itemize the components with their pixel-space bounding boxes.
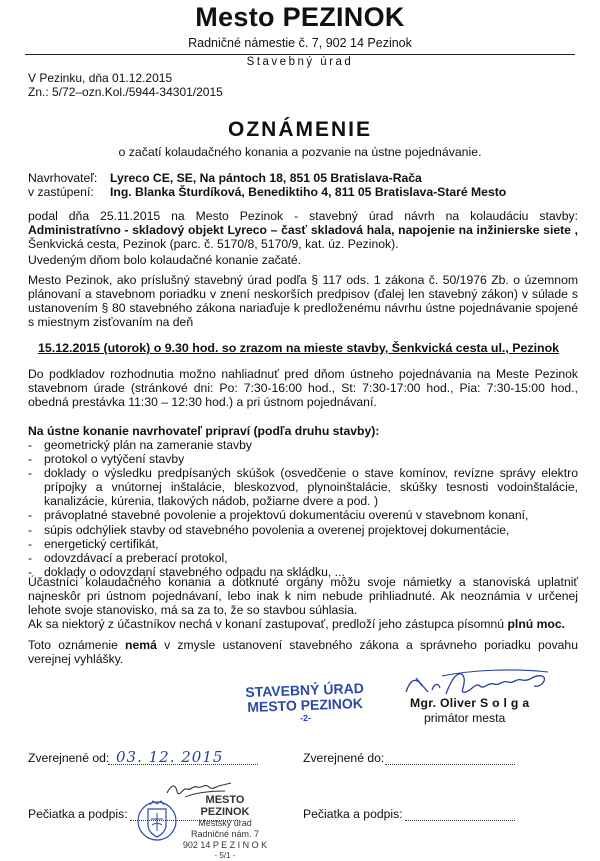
published-from-value: 03. 12. 2015: [116, 748, 224, 766]
header-divider: [25, 54, 575, 55]
paragraph-authority: Mesto Pezinok, ako príslušný stavebný úrad podľa § 117 ods. 1 zákona č. 50/1976 Zb. o územnom plánovaní a stavebnom poriadku v znení neskorších predpisov (ďalej len stavebný zákon) v súlade s ustanovením § 80 stavebného zákona nariaďuje k predloženému návrhu ústne pojednávanie spojené s miestnym zisťovaním na deň: [28, 273, 578, 330]
stamp-line: 902 14 P E Z I N O K: [182, 840, 268, 850]
office-stamp: [239, 681, 370, 726]
paragraph-inspection: Do podkladov rozhodnutia možno nahliadnuť pred dňom ústneho pojednávania na Meste Pezinok stavebnom úrade (stránkové dni: Po: 7:30-16:00 hod., St: 7:30-17:00 hod., Pia: 7:30-15:00 hod., obedná prestávka 11:30 – 12:30 hod.) a pri ústnom pojednávaní.: [28, 367, 578, 410]
representation-text: Ak sa niektorý z účastníkov nechá v konaní zastupovať, predloží jeho zástupca písomnú: [28, 617, 508, 631]
stamp-line: STAVEBNÝ ÚRAD: [245, 679, 365, 701]
parties-block: [28, 171, 578, 199]
proposal-text-start: podal dňa 25.11.2015 na Mesto Pezinok - stavebný úrad návrh na kolaudáciu stavby:: [28, 209, 578, 223]
list-item: - právoplatné stavebné povolenie a projektovú dokumentáciu overenú v stavebnom konaní,: [28, 508, 578, 522]
signatory-name: Mgr. Oliver S o l g a: [410, 696, 530, 710]
published-to-line: [385, 764, 515, 765]
paragraph-not-public: [28, 638, 578, 666]
stamp-line: Mestský úrad: [198, 818, 252, 828]
not-public-emphasis: nemá: [125, 638, 157, 652]
stamp-line: - 5/1 -: [214, 851, 236, 860]
stamp-sign-line-right: [405, 820, 515, 821]
city-office-stamp: [180, 794, 270, 861]
list-item: - odovzdávací a preberací protokol,: [28, 551, 578, 565]
list-item: - doklady o odovzdaní stavebného odpadu na skládku, ...: [28, 565, 578, 579]
published-from-label: Zverejnené od:: [28, 751, 110, 765]
applicant-label: Navrhovateľ:: [28, 171, 98, 185]
published-from-line: [108, 764, 258, 765]
list-item: - protokol o vytýčení stavby: [28, 452, 578, 466]
not-public-text-end: v zmysle ustanovení stavebného zákona a správneho poriadku povahu verejnej vyhlášky.: [28, 638, 578, 667]
list-item: - doklady o výsledku predpísaných skúšok (osvedčenie o stave komínov, revízne správy elektro prípojky a vnútornej inštalácie, bleskozvod, plynoinštalácie, skúšky tesnosti vodoinštalácie, kanalizácie, kúrenia, tlakových nádob, požiarne dvere a pod. ): [28, 466, 578, 508]
notice-heading: OZNÁMENIE: [228, 118, 372, 141]
office-name: Stavebný úrad: [246, 56, 354, 68]
not-public-text-start: Toto oznámenie: [28, 638, 126, 652]
stamp-line: Radničné nám. 7: [190, 829, 260, 839]
requirements-list: [28, 438, 578, 579]
applicant-value: Lyreco CE, SE, Na pántoch 18, 851 05 Bratislava-Rača: [110, 171, 422, 185]
stamp-sign-label-right: Pečiatka a podpis:: [303, 807, 403, 821]
power-of-attorney: plnú moc.: [507, 617, 566, 631]
date-line: V Pezinku, dňa 01.12.2015: [28, 71, 173, 85]
stamp-sign-label-left: Pečiatka a podpis:: [28, 807, 128, 821]
coat-of-arms-icon: [136, 791, 178, 847]
notice-subheading: o začatí kolaudačného konania a pozvanie na ústne pojednávanie.: [118, 145, 482, 159]
city-address: Radničné námestie č. 7, 902 14 Pezinok: [188, 36, 412, 50]
paragraph-started: Uvedeným dňom bolo kolaudačné konanie začaté.: [28, 253, 302, 267]
city-title: Mesto PEZINOK: [195, 2, 405, 32]
reference-number: Zn.: 5/72–ozn.Kol./5944-34301/2015: [28, 85, 223, 99]
stamp-line: MESTO PEZINOK: [200, 794, 250, 818]
paragraph-proposal: [28, 209, 578, 251]
list-item: - energetický certifikát,: [28, 537, 578, 551]
stamp-line: -2-: [299, 712, 312, 724]
representative-value: Ing. Blanka Šturdíková, Benediktiho 4, 811 05 Bratislava-Staré Mesto: [110, 185, 507, 200]
paragraph-representation: [28, 617, 578, 631]
proposal-text-end: Šenkvická cesta, Pezinok (parc. č. 5170/8, 5170/9, kat. úz. Pezinok).: [28, 237, 399, 252]
signatory-role: primátor mesta: [424, 711, 506, 725]
list-item: - súpis odchýliek stavby od stavebného povolenia a overenej projektovej dokumentácie,: [28, 523, 578, 537]
requirements-title: Na ústne konanie navrhovateľ pripraví (podľa druhu stavby):: [28, 424, 380, 438]
paragraph-objections: Účastníci kolaudačného konania a dotknuté orgány môžu svoje námietky a stanoviská uplatniť najneskôr pri ústnom pojednávaní, lebo inak k nim nebude prihliadnuté. Ak neoznámia v určenej lehote svoje stanovisko, má sa za to, že so stavbou súhlasia.: [28, 575, 578, 618]
building-name: Administratívno - skladový objekt Lyreco – časť skladová hala, napojenie na inžinierske siete ,: [28, 223, 578, 238]
applicant-row: [28, 171, 578, 185]
stamp-line: MESTO PEZINOK: [246, 694, 364, 716]
representative-row: [28, 185, 578, 199]
list-item: - geometrický plán na zameranie stavby: [28, 438, 578, 452]
published-to-label: Zverejnené do:: [303, 751, 385, 765]
representative-label: v zastúpení:: [28, 185, 94, 200]
hearing-date: 15.12.2015 (utorok) o 9.30 hod. so zrazom na mieste stavby, Šenkvická cesta ul., Pezinok: [38, 341, 560, 355]
